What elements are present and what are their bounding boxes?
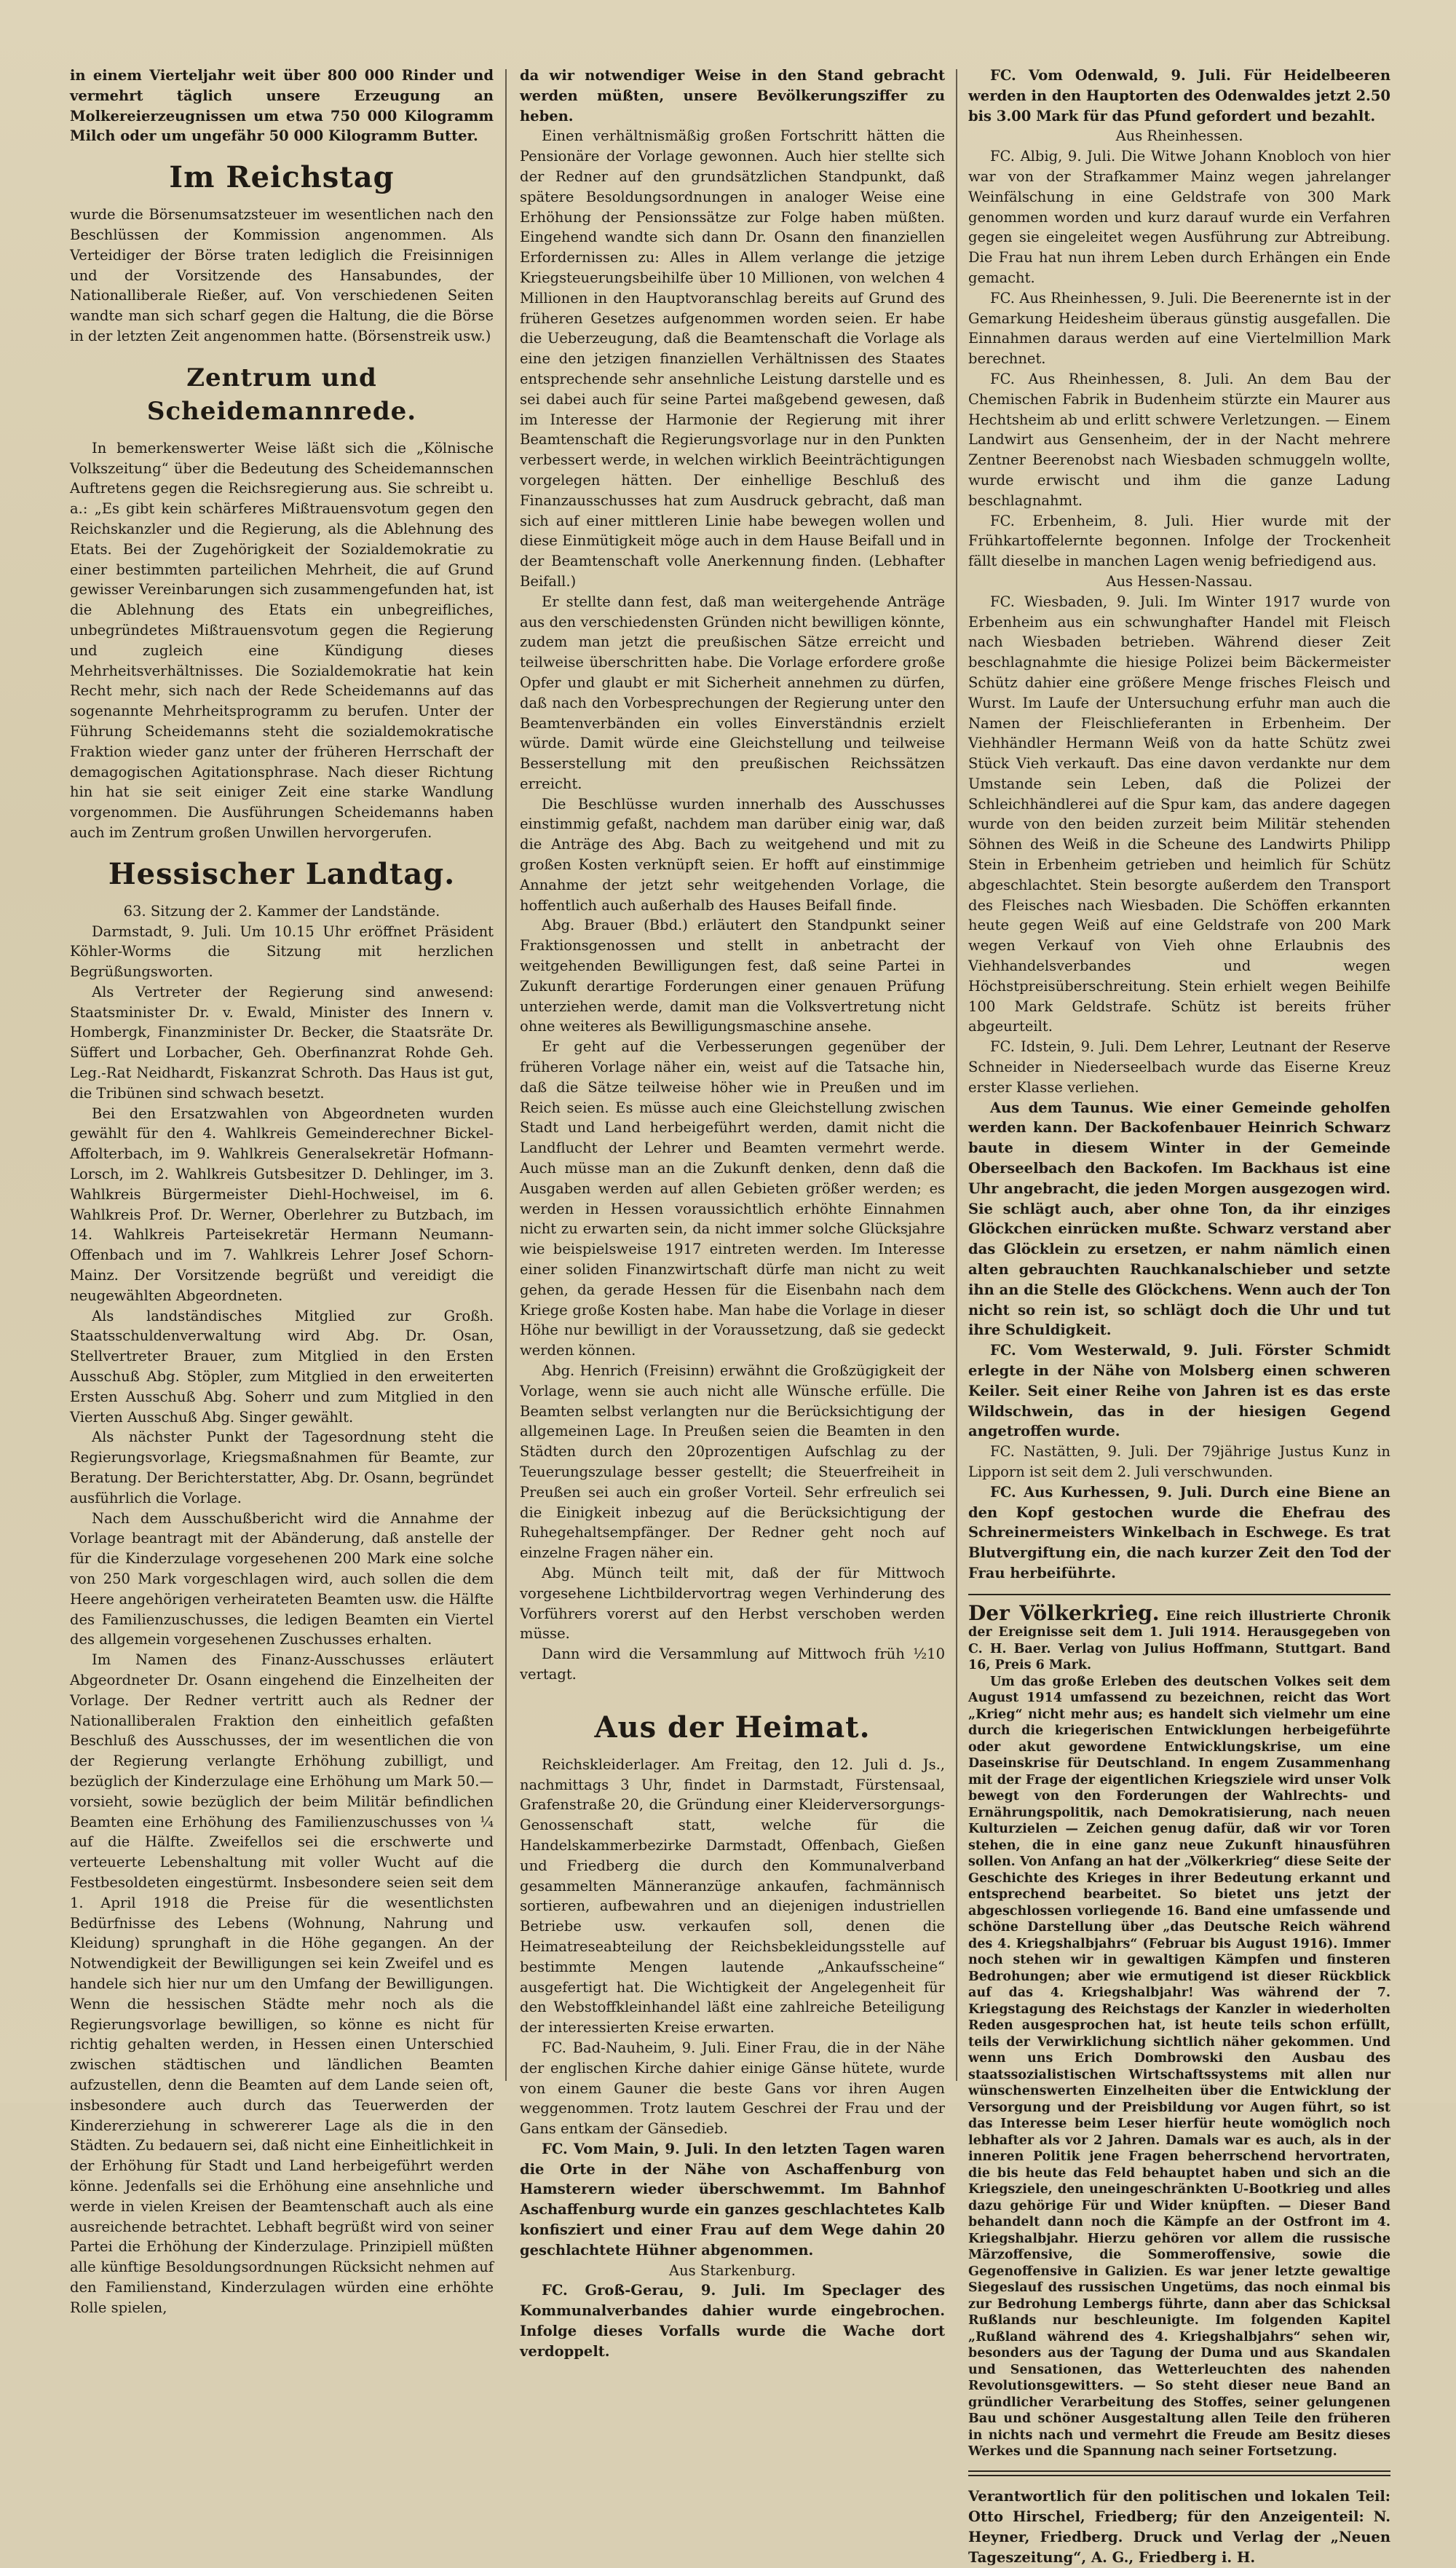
headline-zentrum: Zentrum und Scheidemannrede. [146,363,417,426]
headline-reichstag: Im Reichstag [169,160,395,195]
landtag-paragraph: Die Beschlüsse wurden innerhalb des Ausschusses einstimmig gefaßt, nachdem man darüber einig war, daß die Anträge des Abg. Bach zu weitgehend und mit zu großen Kosten verknüpft seien. Er hofft auf einstimmige Annahme der jetzt sehr weitgehenden Vorlage, die hoffentlich auch außerhalb des Hauses Beifall finde. [520,795,945,914]
region-subheading: Aus Rheinhessen. [1115,127,1243,145]
book-review-title: Der Völkerkrieg. [968,1600,1160,1625]
local-news-paragraph: FC. Aus Kurhessen, 9. Juli. Durch eine Biene an den Kopf gestochen wurde die Ehefrau des Schreinermeisters Winkelbach in Eschwege. Es trat Blutvergiftung ein, die nach kurzer Zeit den Tod der Frau herbeiführte. [968,1483,1390,1581]
landtag-paragraph: Als Vertreter der Regierung sind anwesend: Staatsminister Dr. v. Ewald, Minister des Innern v. Hombergk, Finanzminister Dr. Becker, die Staatsräte Dr. Süffert und Lorbacher, Geh. Oberfinanzrat Rohde Geh. Leg.-Rat Neidhardt, Fiskanzrat Schroth. Das Haus ist gut, die Tribünen sind schwach besetzt. [70,983,494,1102]
headline-heimat: Aus der Heimat. [594,1710,871,1745]
landtag-paragraph: Als landständisches Mitglied zur Großh. Staatsschuldenverwaltung wird Abg. Dr. Osan, Stellvertreter Brauer, zum Mitglied in den Ersten Ausschuß Abg. Stöpler, zum Mitglied in den erweiterten Ersten Ausschuß Abg. Soherr und zum Mitglied in den Vierten Ausschuß Abg. Singer gewählt. [70,1307,494,1426]
section-divider [968,1594,1390,1595]
local-news-paragraph: FC. Vom Main, 9. Juli. In den letzten Tagen waren die Orte in der Nähe von Aschaffenburg von Hamsterern wieder überschwemmt. Im Bahnhof Aschaffenburg wurde ein ganzes geschlachtetes Kalb konfisziert und einer Frau auf dem Wege dahin 20 geschlachtete Hühner abgenommen. [520,2140,945,2259]
headline-landtag: Hessischer Landtag. [108,856,456,891]
column-1 [70,66,494,2316]
local-news-paragraph: FC. Aus Rheinhessen, 8. Juli. An dem Bau der Chemischen Fabrik in Budenheim stürzte ein Maurer aus Hechtsheim ab und erlitt schwere Verletzungen. — Einem Landwirt aus Gensenheim, der in der Nacht mehrere Zentner Beerenobst nach Wiesbaden schmuggeln wollte, wurde erwischt und ihm die ganze Ladung beschlagnahmt. [968,370,1390,509]
local-news-paragraph: FC. Bad-Nauheim, 9. Juli. Einer Frau, die in der Nähe der englischen Kirche dahier einige Gänse hütete, wurde von einem Gauner die beste Gans vor ihren Augen weggenommen. Trotz lautem Geschrei der Frau und der Gans entkam der Gänsedieb. [520,2039,945,2138]
intro-paragraph: in einem Vierteljahr weit über 800 000 Rinder und vermehrt täglich unsere Erzeugung an Molkereierzeugnissen um etwa 750 000 Kilogramm Milch oder um ungefähr 50 000 Kilogramm Butter. [70,67,494,145]
local-news-paragraph: FC. Nastätten, 9. Juli. Der 79jährige Justus Kunz in Lipporn ist seit dem 2. Juli verschwunden. [968,1443,1390,1480]
region-subheading: Aus Starkenburg. [669,2261,796,2279]
local-news-paragraph: FC. Albig, 9. Juli. Die Witwe Johann Knobloch von hier war von der Strafkammer Mainz wegen jahrelanger Weinfälschung in eine Geldstrafe von 300 Mark genommen worden und kurz darauf wurde ein Verfahren gegen sie eingeleitet wegen Ausführung zur Abtreibung. Die Frau hat nun ihrem Leben durch Erhängen ein Ende gemacht. [968,148,1390,286]
landtag-paragraph: Nach dem Ausschußbericht wird die Annahme der Vorlage beantragt mit der Abänderung, daß anstelle der für die Kinderzulage vorgesehenen 200 Mark eine solche von 250 Mark vorgeschlagen wird, auch sollen die dem Heere angehörigen verheirateten Beamten usw. die Hälfte des Familienzuschusses, die ledigen Beamten ein Viertel des allgemein vorgesehenen Zuschusses erhalten. [70,1509,494,1648]
landtag-paragraph: Er geht auf die Verbesserungen gegenüber der früheren Vorlage näher ein, weist auf die Tatsache hin, daß die Sätze teilweise höher wie in Preußen und im Reich seien. Es müsse auch eine Gleichstellung zwischen Stadt und Land herbeigeführt werden, damit nicht die Landflucht der Lehrer und Beamten vermehrt werde. Auch müsse man an die Zukunft denken, denn daß die Ausgaben werden auf allen Gebieten größer werden; es werden in Hessen voraussichtlich erhöhte Einnahmen nicht zu erwarten sein, da nicht immer solche Glücksjahre wie beispielsweise 1917 eintreten werden. Im Interesse einer soliden Finanzwirtschaft dürfe man nicht zu weit gehen, da gerade Hessen für die Eisenbahn nach dem Kriege große Kosten habe. Man habe die Vorlage in dieser Höhe nur bewilligt in der Voraussetzung, daß sie gedeckt werden können. [520,1038,945,1359]
column-divider [505,69,507,2081]
reichstag-paragraph: wurde die Börsenumsatzsteuer im wesentlichen nach den Beschlüssen der Kommission angenommen. Als Verteidiger der Börse traten lediglich die Freisinnigen und der Vorsitzende des Hansabundes, der Nationalliberale Rießer, auf. Von verschiedenen Seiten wandte man sich scharf gegen die Haltung, die die Börse in der letzten Zeit angenommen hatte. (Börsenstreik usw.) [70,206,494,344]
local-news-paragraph: FC. Vom Odenwald, 9. Juli. Für Heidelbeeren werden in den Hauptorten des Odenwaldes jetzt 2.50 bis 3.00 Mark für das Pfund gefordert und bezahlt. [968,67,1390,125]
landtag-paragraph: Abg. Münch teilt mit, daß der für Mittwoch vorgesehene Lichtbildervortrag wegen Verhinderung des Vorführers vorerst auf den Herbst verschoben werden müsse. [520,1564,945,1643]
local-news-paragraph: FC. Aus Rheinhessen, 9. Juli. Die Beerenernte ist in der Gemarkung Heidesheim überaus günstig ausgefallen. Die Einnahmen daraus werden auf eine Viertelmillion Mark berechnet. [968,289,1390,368]
continuation-paragraph: da wir notwendiger Weise in den Stand gebracht werden müßten, unsere Bevölkerungsziffer zu heben. [520,67,945,125]
local-news-paragraph: FC. Idstein, 9. Juli. Dem Lehrer, Leutnant der Reserve Schneider in Niederseelbach wurde das Eiserne Kreuz erster Klasse verliehen. [968,1038,1390,1096]
book-review-text: Um das große Erleben des deutschen Volkes seit dem August 1914 umfassend zu bezeichnen, reicht das Wort „Krieg“ nicht mehr aus; es handelt sich vielmehr um eine durch die kriegerischen Entwicklungen herbeigeführte oder akut gewordene Entwicklungskrise, um eine Daseinskrise für Deutschland. In engem Zusammenhang mit der Frage der eigentlichen Kriegsziele wird unser Volk bewegt von den Forderungen der Wahlrechts- und Ernährungspolitik, nach Demokratisierung, nach neuen Kulturzielen — Zeichen genug dafür, daß wir vor Toren stehen, die in eine ganz neue Zukunft hinausführen sollen. Von Anfang an hat der „Völkerkrieg“ diese Seite der Geschichte des Krieges in ihrer Bedeutung erkannt und entsprechend bearbeitet. So bietet uns jetzt der abgeschlossen vorliegende 16. Band eine umfassende und schöne Darstellung über „das Deutsche Reich während des 4. Kriegshalbjahrs“ (Februar bis August 1916). Immer noch stehen wir in gewaltigen Kämpfen und finsteren Bedrohungen; aber wie ermutigend ist dieser Rückblick auf das 4. Kriegshalbjahr! Was während der 7. Kriegstagung des Reichstags der Kanzler in wiederholten Reden ausgesprochen hat, ist heute teils schon erfüllt, teils der Verwirklichung sichtlich näher gekommen. Und wenn uns Erich Dombrowski den Ausbau des staatssozialistischen Wirtschaftssystems mit allen nur wünschenswerten Einzelheiten über die Entwicklung der Versorgung und der Preisbildung vor Augen führt, so ist das Interesse beim Leser hierfür heute womöglich noch lebhafter als vor 2 Jahren. Damals war es auch, als in der inneren Politik jene Fragen beherrschend hervortraten, die bis heute das Feld behauptet haben und sich an die Kriegsziele, den uneingeschränkten U-Bootkrieg und alles dazu gehörige Für und Wider knüpften. — Dieser Band behandelt dann noch die Kämpfe an der Ostfront im 4. Kriegshalbjahr. Hierzu gehören vor allem die russische Märzoffensive, die Sommeroffensive, sowie die Gegenoffensive in Galizien. Es war jener letzte gewaltige Siegeslauf des russischen Ungetüms, das noch einmal bis zur Bedrohung Lembergs führte, dann aber das Schicksal Rußlands nur beschleunigte. Im folgenden Kapitel „Rußland während des 4. Kriegshalbjahrs“ sehen wir, besonders aus der Tagung der Duma und aus Skandalen und Sensationen, das Wetterleuchten des nahenden Revolutionsgewitters. — So steht dieser neue Band an gründlicher Verarbeitung des Stoffes, seiner gelungenen Bau und schöner Ausgestaltung allen Teile den früheren in nichts nach und vermehrt die Freude am Besitz dieses Werkes und die Spannung nach seiner Fortsetzung. [968,1674,1390,2460]
column-2 [520,66,945,2360]
local-news-paragraph: FC. Vom Westerwald, 9. Juli. Förster Schmidt erlegte in der Nähe von Molsberg einen schweren Keiler. Seit einer Reihe von Jahren ist es das erste Wildschwein, das in der hiesigen Gegend angetroffen wurde. [968,1342,1390,1440]
imprint: Verantwortlich für den politischen und lokalen Teil: Otto Hirschel, Friedberg; für den Anzeigenteil: N. Heyner, Friedberg. Druck und Verlag der „Neuen Tageszeitung“, A. G., Friedberg i. H. [968,2487,1390,2566]
zentrum-paragraph: In bemerkenswerter Weise läßt sich die „Kölnische Volkszeitung“ über die Bedeutung des Scheidemannschen Auftretens gegen die Reichsregierung aus. Sie schreibt u. a.: „Es gibt kein schärferes Mißtrauensvotum gegen den Reichskanzler und die Regierung, als die Ablehnung des Etats. Bei der Zugehörigkeit der Sozialdemokratie zu einer bestimmten parteilichen Mehrheit, die auf Grund gewisser Vereinbarungen sich zusammengefunden hat, ist die Ablehnung des Etats ein unbegreifliches, unbegründetes Mißtrauensvotum gegen die Regierung und zugleich eine Kündigung dieses Mehrheitsverhältnisses. Die Sozialdemokratie hat kein Recht mehr, sich nach der Rede Scheidemanns auf das sogenannte Mehrheitsprogramm zu berufen. Unter der Führung Scheidemanns steht die sozialdemokratische Fraktion wieder ganz unter der früheren Herrschaft der demagogischen Agitationsphrase. Nach dieser Richtung hin hat sie seit einiger Zeit eine starke Wandlung vorgenommen. Die Ausführungen Scheidemanns haben auch im Zentrum großen Unwillen hervorgerufen. [70,439,494,841]
column-divider [956,69,957,2081]
landtag-paragraph: Als nächster Punkt der Tagesordnung steht die Regierungsvorlage, Kriegsmaßnahmen für Beamte, zur Beratung. Der Berichterstatter, Abg. Dr. Osann, begründet ausführlich die Vorlage. [70,1429,494,1506]
local-news-paragraph: Reichskleiderlager. Am Freitag, den 12. Juli d. Js., nachmittags 3 Uhr, findet in Darmstadt, Fürstensaal, Grafenstraße 20, die Gründung einer Kleiderversorgungs-Genossenschaft statt, welche für die Handelskammerbezirke Darmstadt, Offenbach, Gießen und Friedberg die durch den Kommunalverband gesammelten Männeranzüge ankaufen, fachmännisch sortieren, aufbewahren und an diejenigen industriellen Betriebe usw. verkaufen soll, denen die Heimatreseabteilung der Reichsbekleidungsstelle auf bestimmte Mengen lautende „Ankaufsscheine“ ausgefertigt hat. Die Wichtigkeit der Angelegenheit für den Webstoffkleinhandel läßt eine zahlreiche Beteiligung der interessierten Kreise erwarten. [520,1755,945,2036]
local-news-paragraph: FC. Erbenheim, 8. Juli. Hier wurde mit der Frühkartoffelernte begonnen. Infolge der Trockenheit fällt dieselbe in manchen Lagen wenig befriedigend aus. [968,512,1390,570]
column-3 [968,66,1390,2566]
landtag-paragraph: Er stellte dann fest, daß man weitergehende Anträge aus den verschiedensten Gründen nicht bewilligen könnte, zudem man jetzt die preußischen Sätze erreicht und teilweise überschritten habe. Die Vorlage erfordere große Opfer und glaubt er mit Sicherheit annehmen zu dürfen, daß nach den Vorbesprechungen der Regierung unter den Beamtenverbänden ein volles Einverständnis erzielt würde. Damit würde eine Gleichstellung und teilweise Besserstellung mit den preußischen Reichssätzen erreicht. [520,593,945,792]
local-news-paragraph: Aus dem Taunus. Wie einer Gemeinde geholfen werden kann. Der Backofenbauer Heinrich Schwarz baute in diesem Winter in der Gemeinde Oberseelbach den Backofen. Im Backhaus ist eine Uhr angebracht, die jeden Morgen ausgezogen wird. Sie schlägt auch, aber ohne Ton, da ihr einziges Glöckchen einrücken mußte. Schwarz verstand aber das Glöcklein zu ersetzen, er nahm nämlich einen alten gebrauchten Rauchkanalschieber und setzte ihn an die Stelle des Glöckchens. Wenn auch der Ton nicht so rein ist, so schlägt doch die Uhr und tut ihre Schuldigkeit. [968,1099,1390,1339]
region-subheading: Aus Hessen-Nassau. [1106,572,1253,590]
landtag-subheading: 63. Sitzung der 2. Kammer der Landstände. [123,902,440,920]
landtag-paragraph: Dann wird die Versammlung auf Mittwoch früh ½10 vertagt. [520,1646,945,1683]
local-news-paragraph: FC. Wiesbaden, 9. Juli. Im Winter 1917 wurde von Erbenheim aus ein schwunghafter Handel mit Fleisch nach Wiesbaden betrieben. Während dieser Zeit beschlagnahmte die hiesige Polizei beim Bäckermeister Schütz dahier eine größere Menge frisches Fleisch und Wurst. Im Laufe der Untersuchung erfuhr man auch die Namen der Fleischlieferanten in Erbenheim. Der Viehhändler Hermann Weiß von da hatte Schütz zwei Stück Vieh verkauft. Das eine davon verdankte nur dem Umstande sein Leben, daß die Polizei der Schleichhändlerei auf die Spur kam, das andere dagegen wurde von den beiden zurzeit beim Militär stehenden Söhnen des Weiß in die Scheune des Landwirts Philipp Stein in Erbenheim getrieben und heimlich für Schütz abgeschlachtet. Stein besorgte außerdem den Transport des Fleisches nach Wiesbaden. Die Schöffen erkannten heute gegen Weiß auf eine Geldstrafe von 200 Mark wegen Verkauf von Vieh ohne Erlaubnis des Viehhandelsverbandes und wegen Höchstpreisüberschreitung. Stein erhielt wegen Beihilfe 100 Mark Geldstrafe. Schütz ist bereits früher abgeurteilt. [968,593,1390,1035]
book-review [968,1600,1390,2460]
landtag-paragraph: Darmstadt, 9. Juli. Um 10.15 Uhr eröffnet Präsident Köhler-Worms die Sitzung mit herzlichen Begrüßungsworten. [70,922,494,981]
imprint-divider [968,2470,1390,2476]
landtag-paragraph: Abg. Henrich (Freisinn) erwähnt die Großzügigkeit der Vorlage, wenn sie auch nicht alle Wünsche erfülle. Die Beamten selbst verlangten nur die Berücksichtigung der allgemeinen Lage. In Preußen seien die Beamten in den Städten durch den 20prozentigen Aufschlag zu der Teuerungszulage besser gestellt; die Steuerfreiheit in Preußen sei auch ein großer Vorteil. Sehr erfreulich sei die Einigkeit inbezug auf die Berücksichtigung der Ruhegehaltsempfänger. Der Redner geht noch auf einzelne Fragen näher ein. [520,1362,945,1562]
landtag-paragraph: Einen verhältnismäßig großen Fortschritt hätten die Pensionäre der Vorlage gewonnen. Auch hier stellte sich der Redner auf den grundsätzlichen Standpunkt, daß spätere Besoldungsordnungen in analoger Weise eine Erhöhung der Pensionssätze zur Folge haben müßten. Eingehend wandte sich dann Dr. Osann den finanziellen Erfordernissen zu: Alles in Allem verlange die jetzige Kriegsteuerungsbeihilfe über 10 Millionen, von welchen 4 Millionen in den Hauptvoranschlag bereits auf Grund des früheren Gesetzes aufgenommen worden seien. Er habe die Ueberzeugung, daß die Beamtenschaft die Vorlage als eine den jetzigen finanziellen Verhältnissen des Staates entsprechende sehr ansehnliche Leistung darstelle und es sei dabei auch für seine Partei maßgebend gewesen, daß im Interesse der Harmonie der Regierung mit ihrer Beamtenschaft die Regierungsvorlage nur in den Punkten verbessert werde, in welchen wirklich Beeinträchtigungen vorgelegen hätten. Der einhellige Beschluß des Finanzausschusses hat zum Ausdruck gebracht, daß man sich auf einer mittleren Linie habe bewegen wollen und diese Einmütigkeit möge auch in dem Hause Beifall und in der Beamtenschaft volle Anerkennung finden. (Lebhafter Beifall.) [520,127,945,590]
landtag-paragraph: Im Namen des Finanz-Ausschusses erläutert Abgeordneter Dr. Osann eingehend die Einzelheiten der Vorlage. Der Redner vertritt auch als Redner der Nationalliberalen Fraktion den einheitlich gefaßten Beschluß des Ausschusses, der im wesentlichen die von der Regierung verlangte Erhöhung zubilligt, und bezüglich der Kinderzulage eine Erhöhung um Mark 50.— vorsieht, sowie bezüglich der beim Militär befindlichen Beamten eine Erhöhung des Familienzuschusses von ¼ auf die Hälfte. Zweifellos sei die erschwerte und verteuerte Lebenshaltung mit voller Wucht auf die Festbesoldeten eingestürmt. Insbesondere seien seit dem 1. April 1918 die Preise für die wesentlichsten Bedürfnisse des Lebens (Wohnung, Nahrung und Kleidung) sprunghaft in die Höhe gegangen. An der Notwendigkeit der Bewilligungen sei kein Zweifel und es handele sich hier nur um den Umfang der Bewilligungen. Wenn die hessischen Städte mehr noch als die Regierungsvorlage bewilligen, so könne es nicht für richtig gehalten werden, in Hessen einen Unterschied zwischen städtischen und ländlichen Beamten aufzustellen, denn die Beamten auf dem Lande seien oft, insbesondere auch durch das Teuerwerden der Kindererziehung in schwererer Lage als die in den Städten. Zu bedauern sei, daß nicht eine Einheitlichkeit in der Erhöhung für Stadt und Land herbeigeführt werden könne. Jedenfalls sei die Erhöhung eine ansehnliche und werde in vielen Kreisen der Beamtenschaft auch als eine ausreichende betrachtet. Lebhaft begrüßt wird von seiner Partei die Erhöhung der Kinderzulage. Prinzipiell müßten alle künftige Besoldungsordnungen Rücksicht nehmen auf den Familienstand, Kinderzulagen würden eine erhöhte Rolle spielen, [70,1651,494,2316]
book-review-header [968,1600,1390,1674]
local-news-paragraph: FC. Groß-Gerau, 9. Juli. Im Speclager des Kommunalverbandes dahier wurde eingebrochen. Infolge dieses Vorfalls wurde die Wache dort verdoppelt. [520,2282,945,2360]
book-review-citation: Eine reich illustrierte Chronik der Ereignisse seit dem 1. Juli 1914. Herausgegeben von C. H. Baer. Verlag von Julius Hoffmann, Stuttgart. Band 16, Preis 6 Mark. [968,1608,1390,1673]
landtag-paragraph: Abg. Brauer (Bbd.) erläutert den Standpunkt seiner Fraktionsgenossen und stellt in anbetracht der weitgehenden Bewilligungen fest, daß seine Partei in Zukunft derartige Forderungen einer genauen Prüfung unterziehen werde, damit man die Volksvertretung nicht ohne weiteres als Bewilligungsmaschine ansehe. [520,917,945,1035]
landtag-paragraph: Bei den Ersatzwahlen von Abgeordneten wurden gewählt für den 4. Wahlkreis Gemeinderechner Bickel-Affolterbach, im 9. Wahlkreis Generalsekretär Hofmann-Lorsch, im 2. Wahlkreis Gutsbesitzer D. Dehlinger, im 3. Wahlkreis Bürgermeister Diehl-Hochweisel, im 6. Wahlkreis Prof. Dr. Werner, Oberlehrer zu Butzbach, im 14. Wahlkreis Parteisekretär Hermann Neumann-Offenbach und im 7. Wahlkreis Lehrer Josef Schorn-Mainz. Der Vorsitzende begrüßt und vereidigt die neugewählten Abgeordneten. [70,1105,494,1304]
